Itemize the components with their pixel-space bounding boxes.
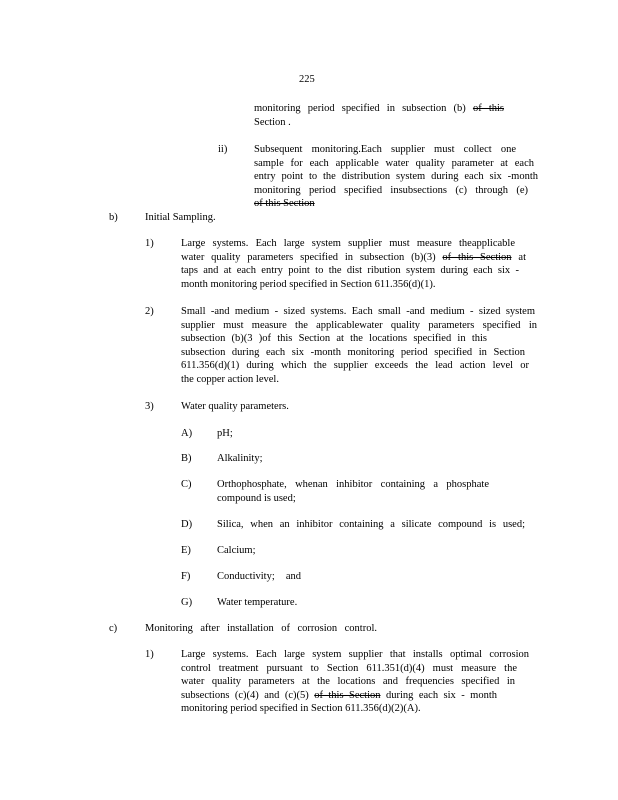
list-item: Calcium; [217, 545, 256, 556]
text-line: water quality parameters specified in subsection (b)(3) of this Section at [181, 251, 526, 263]
text-line: 611.356(d)(1) during which the supplier exceeds the lead action level or [181, 360, 529, 372]
text-line: Conductivity; and [217, 571, 301, 582]
struck-text: of this [472, 103, 504, 114]
struck-text: of this Section [254, 198, 315, 210]
list-item-label: D) [181, 519, 193, 530]
text-line: subsection during each six -month monitoring period specified in Section [181, 346, 525, 358]
page-number: 225 [299, 74, 315, 85]
text-line: monitoring period specified in subsection (b) of this [254, 103, 504, 114]
text-line: Small -and medium - sized systems. Each small -and medium - sized system [181, 306, 535, 317]
section-heading [145, 622, 377, 636]
subsection-heading: Water quality parameters. [181, 401, 289, 412]
list-item [217, 518, 525, 532]
struck-text: of this Section [314, 689, 381, 701]
item-label: 1) [145, 649, 154, 660]
text-line: supplier must measure the applicablewater quality parameters specified in [181, 319, 537, 331]
subsequent-monitoring-paragraph [254, 143, 538, 211]
text-line: the copper action level. [181, 373, 279, 385]
list-item [217, 478, 489, 505]
list-item-label: F) [181, 571, 191, 582]
text-line: Subsequent monitoring.Each supplier must collect one [254, 144, 516, 155]
text-line: sample for each applicable water quality parameter at each [254, 157, 534, 169]
text-line: subsections (c)(4) and (c)(5) of this Section during each six - month [181, 689, 498, 701]
text-line: compound is used; [217, 492, 296, 504]
text-line: month monitoring period specified in Section 611.356(d)(1). [181, 278, 436, 290]
text-line: Section . [254, 116, 291, 128]
text-line: Large systems. Each large system supplier that installs optimal corrosion [181, 649, 529, 660]
item-label: 1) [145, 238, 154, 249]
large-systems-paragraph [181, 237, 526, 291]
text-line: Large systems. Each large system supplier must measure theapplicable [181, 238, 515, 249]
large-systems-corrosion-paragraph [181, 648, 529, 716]
text-line: Silica, when an inhibitor containing a silicate compound is used; [217, 519, 525, 530]
section-label: b) [109, 212, 118, 223]
item-label: 2) [145, 306, 154, 317]
list-item-label: E) [181, 545, 191, 556]
item-label: ii) [218, 144, 228, 155]
list-item-label: C) [181, 479, 192, 490]
list-item-label: A) [181, 428, 193, 439]
text-line: subsection (b)(3 )of this Section at the locations specified in this [181, 333, 487, 345]
text-line: Monitoring after installation of corrosion control. [145, 623, 377, 634]
text-line: monitoring period specified in Section 611.356(d)(2)(A). [181, 703, 421, 715]
list-item: Water temperature. [217, 597, 298, 608]
list-item [217, 570, 301, 584]
section-label: c) [109, 623, 118, 634]
text-line: monitoring period specified insubsections (c) through (e) [254, 184, 528, 196]
continuation-paragraph [254, 102, 504, 129]
item-label: 3) [145, 401, 154, 412]
text-line: control treatment pursuant to Section 611.351(d)(4) must measure the [181, 662, 517, 674]
text-line: taps and at each entry point to the dist ribution system during each six - [181, 265, 519, 277]
list-item-label: B) [181, 453, 192, 464]
small-medium-systems-paragraph [181, 305, 537, 387]
list-item: pH; [217, 428, 233, 439]
list-item: Alkalinity; [217, 453, 263, 464]
section-heading: Initial Sampling. [145, 212, 216, 223]
text-line: Orthophosphate, whenan inhibitor containing a phosphate [217, 479, 489, 490]
list-item-label: G) [181, 597, 193, 608]
text-line [254, 197, 538, 211]
text-line: water quality parameters at the locations and frequencies specified in [181, 676, 515, 688]
text-line: entry point to the distribution system during each six -month [254, 171, 538, 183]
struck-text: of this Section [442, 251, 512, 263]
